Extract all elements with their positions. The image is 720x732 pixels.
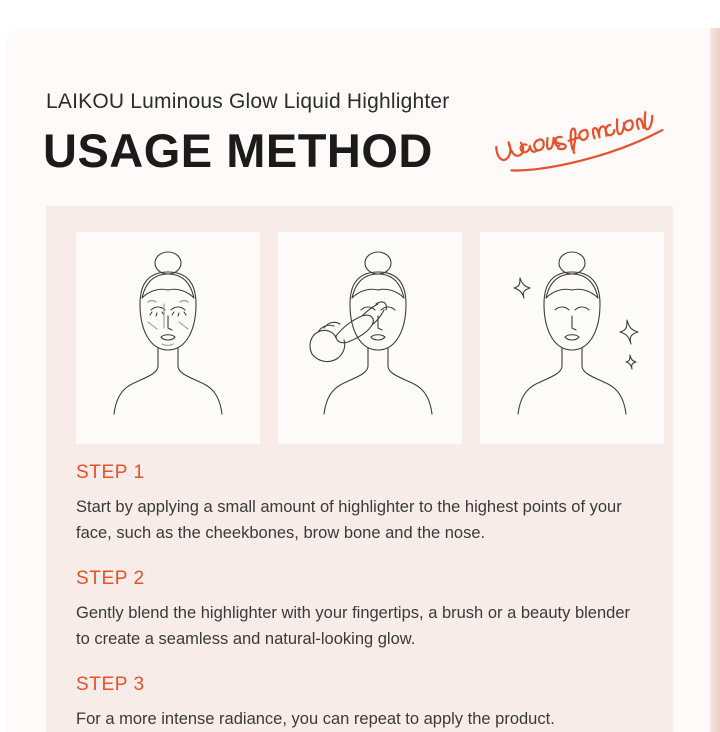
step-1-label: STEP 1 (76, 462, 145, 483)
page-edge-gradient (710, 28, 720, 732)
steps-list (76, 462, 652, 732)
thumbnail-face-with-brush (278, 232, 462, 444)
usage-method-script-icon (487, 106, 687, 176)
page-title: USAGE METHOD (43, 124, 433, 177)
sparkle-icon (514, 278, 638, 369)
step-3-label: STEP 3 (76, 674, 145, 695)
step-3-text: For a more intense radiance, you can repeat to apply the product. (76, 710, 555, 728)
step-1-text: Start by applying a small amount of highlighter to the highest points of your face, such as the cheekbones, brow bone and the nose. (76, 498, 622, 542)
thumbnail-row (76, 232, 664, 444)
step-2-text: Gently blend the highlighter with your fingertips, a brush or a beauty blender to create a seamless and natural-looking glow. (76, 604, 630, 648)
brand-line: LAIKOU Luminous Glow Liquid Highlighter (46, 90, 450, 113)
thumbnail-face-glowing (480, 232, 664, 444)
step-2-label: STEP 2 (76, 568, 145, 589)
thumbnail-face-with-highlighter-dots (76, 232, 260, 444)
